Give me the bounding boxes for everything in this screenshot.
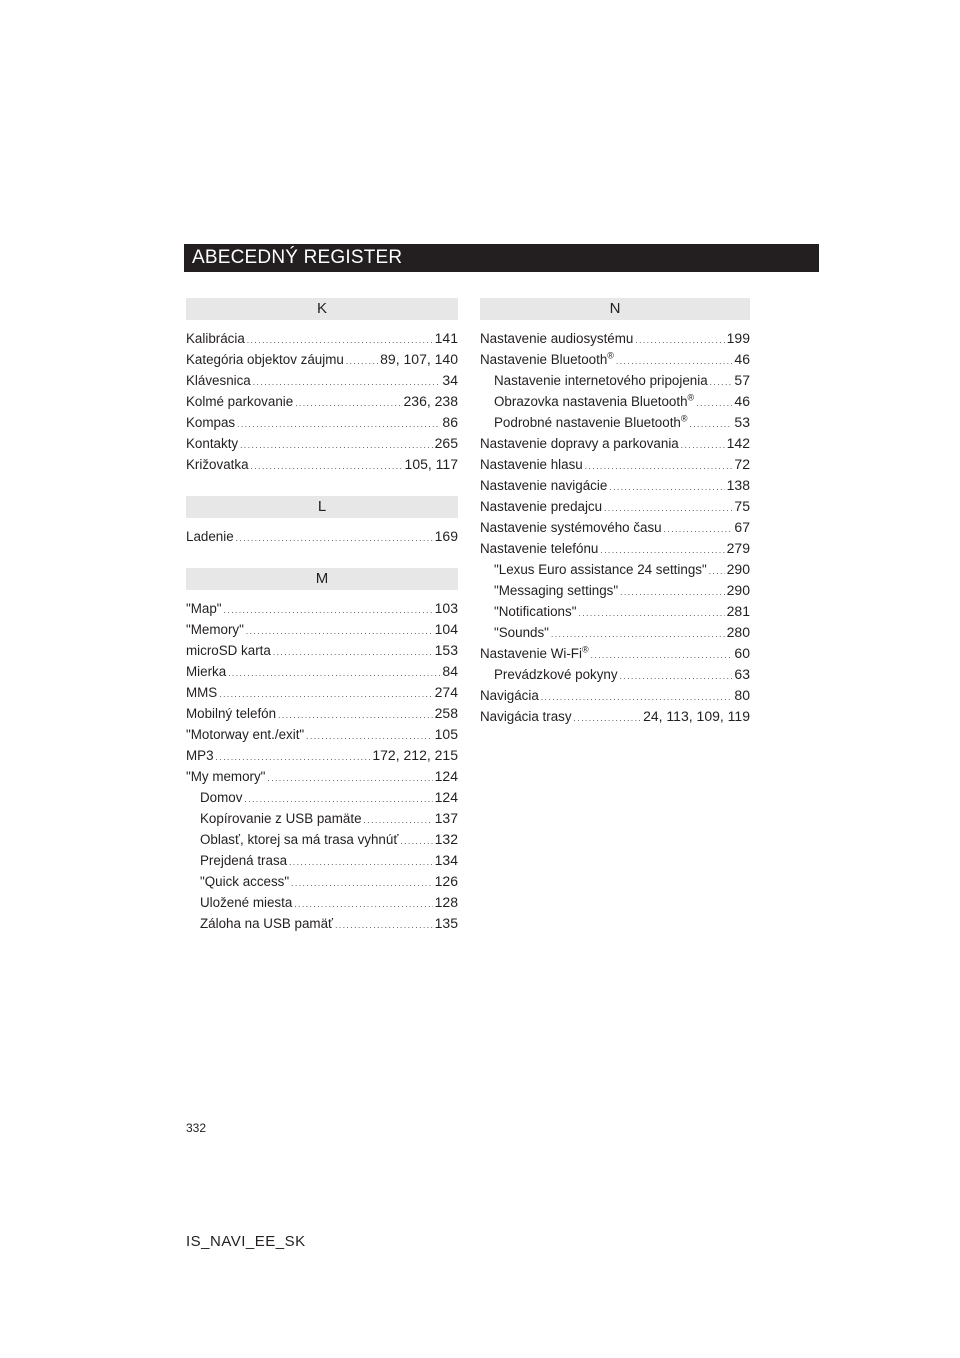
index-title: ABECEDNÝ REGISTER: [192, 247, 403, 268]
section-heading-n: N: [480, 298, 750, 320]
index-subentry: Oblasť, ktorej sa má trasa vyhnúť ..... 132: [186, 829, 458, 850]
index-subentry: Záloha na USB pamäť ..... 135: [186, 913, 458, 934]
index-column-left: [186, 298, 458, 934]
index-subentry: Kopírovanie z USB pamäte ..... 137: [186, 808, 458, 829]
index-entry: Navigácia trasy ..... 24, 113, 109, 119: [480, 706, 750, 727]
index-entry: Kolmé parkovanie ..... 236, 238: [186, 391, 458, 412]
index-subentry: "Quick access" ..... 126: [186, 871, 458, 892]
index-entry: Nastavenie audiosystému ..... 199: [480, 328, 750, 349]
index-entry: Nastavenie predajcu ..... 75: [480, 496, 750, 517]
index-entry: Ladenie ..... 169: [186, 526, 458, 547]
index-entry: Nastavenie Bluetooth® ..... 46: [480, 349, 750, 370]
index-entry: Nastavenie telefónu ..... 279: [480, 538, 750, 559]
document-code: IS_NAVI_EE_SK: [186, 1233, 306, 1250]
index-entry: Nastavenie navigácie ..... 138: [480, 475, 750, 496]
index-entry: MP3 ..... 172, 212, 215: [186, 745, 458, 766]
section-heading-l: L: [186, 496, 458, 518]
section-heading-m: M: [186, 568, 458, 590]
index-entry: Kategória objektov záujmu ..... 89, 107, 140: [186, 349, 458, 370]
index-entry: Mierka ..... 84: [186, 661, 458, 682]
index-subentry: Podrobné nastavenie Bluetooth® ..... 53: [480, 412, 750, 433]
index-entry: Navigácia ..... 80: [480, 685, 750, 706]
index-entry: MMS ..... 274: [186, 682, 458, 703]
index-entry: microSD karta ..... 153: [186, 640, 458, 661]
index-subentry: "Notifications" ..... 281: [480, 601, 750, 622]
section-heading-k: K: [186, 298, 458, 320]
index-entry: Klávesnica ..... 34: [186, 370, 458, 391]
index-entry: Nastavenie Wi-Fi® ..... 60: [480, 643, 750, 664]
index-subentry: Prevádzkové pokyny ..... 63: [480, 664, 750, 685]
index-entry: Nastavenie hlasu ..... 72: [480, 454, 750, 475]
index-entry: Nastavenie systémového času ..... 67: [480, 517, 750, 538]
index-entry: Križovatka ..... 105, 117: [186, 454, 458, 475]
index-column-right: [480, 298, 750, 727]
index-entry: Mobilný telefón ..... 258: [186, 703, 458, 724]
index-subentry: Uložené miesta ..... 128: [186, 892, 458, 913]
index-subentry: "Lexus Euro assistance 24 settings" ..... 290: [480, 559, 750, 580]
index-entry: Nastavenie dopravy a parkovania ..... 142: [480, 433, 750, 454]
index-subentry: Prejdená trasa ..... 134: [186, 850, 458, 871]
index-subentry: "Sounds" ..... 280: [480, 622, 750, 643]
index-subentry: "Messaging settings" ..... 290: [480, 580, 750, 601]
index-subentry: Obrazovka nastavenia Bluetooth® ..... 46: [480, 391, 750, 412]
page-number: 332: [186, 1121, 207, 1135]
index-entry: "Memory" ..... 104: [186, 619, 458, 640]
index-entry: Kompas ..... 86: [186, 412, 458, 433]
index-subentry: Domov ..... 124: [186, 787, 458, 808]
index-header: [184, 244, 819, 272]
index-entry: Kontakty ..... 265: [186, 433, 458, 454]
index-subentry: Nastavenie internetového pripojenia ..... 57: [480, 370, 750, 391]
index-entry: "Motorway ent./exit" ..... 105: [186, 724, 458, 745]
index-entry: "My memory" ..... 124: [186, 766, 458, 787]
index-entry: "Map" ..... 103: [186, 598, 458, 619]
index-entry: Kalibrácia ..... 141: [186, 328, 458, 349]
